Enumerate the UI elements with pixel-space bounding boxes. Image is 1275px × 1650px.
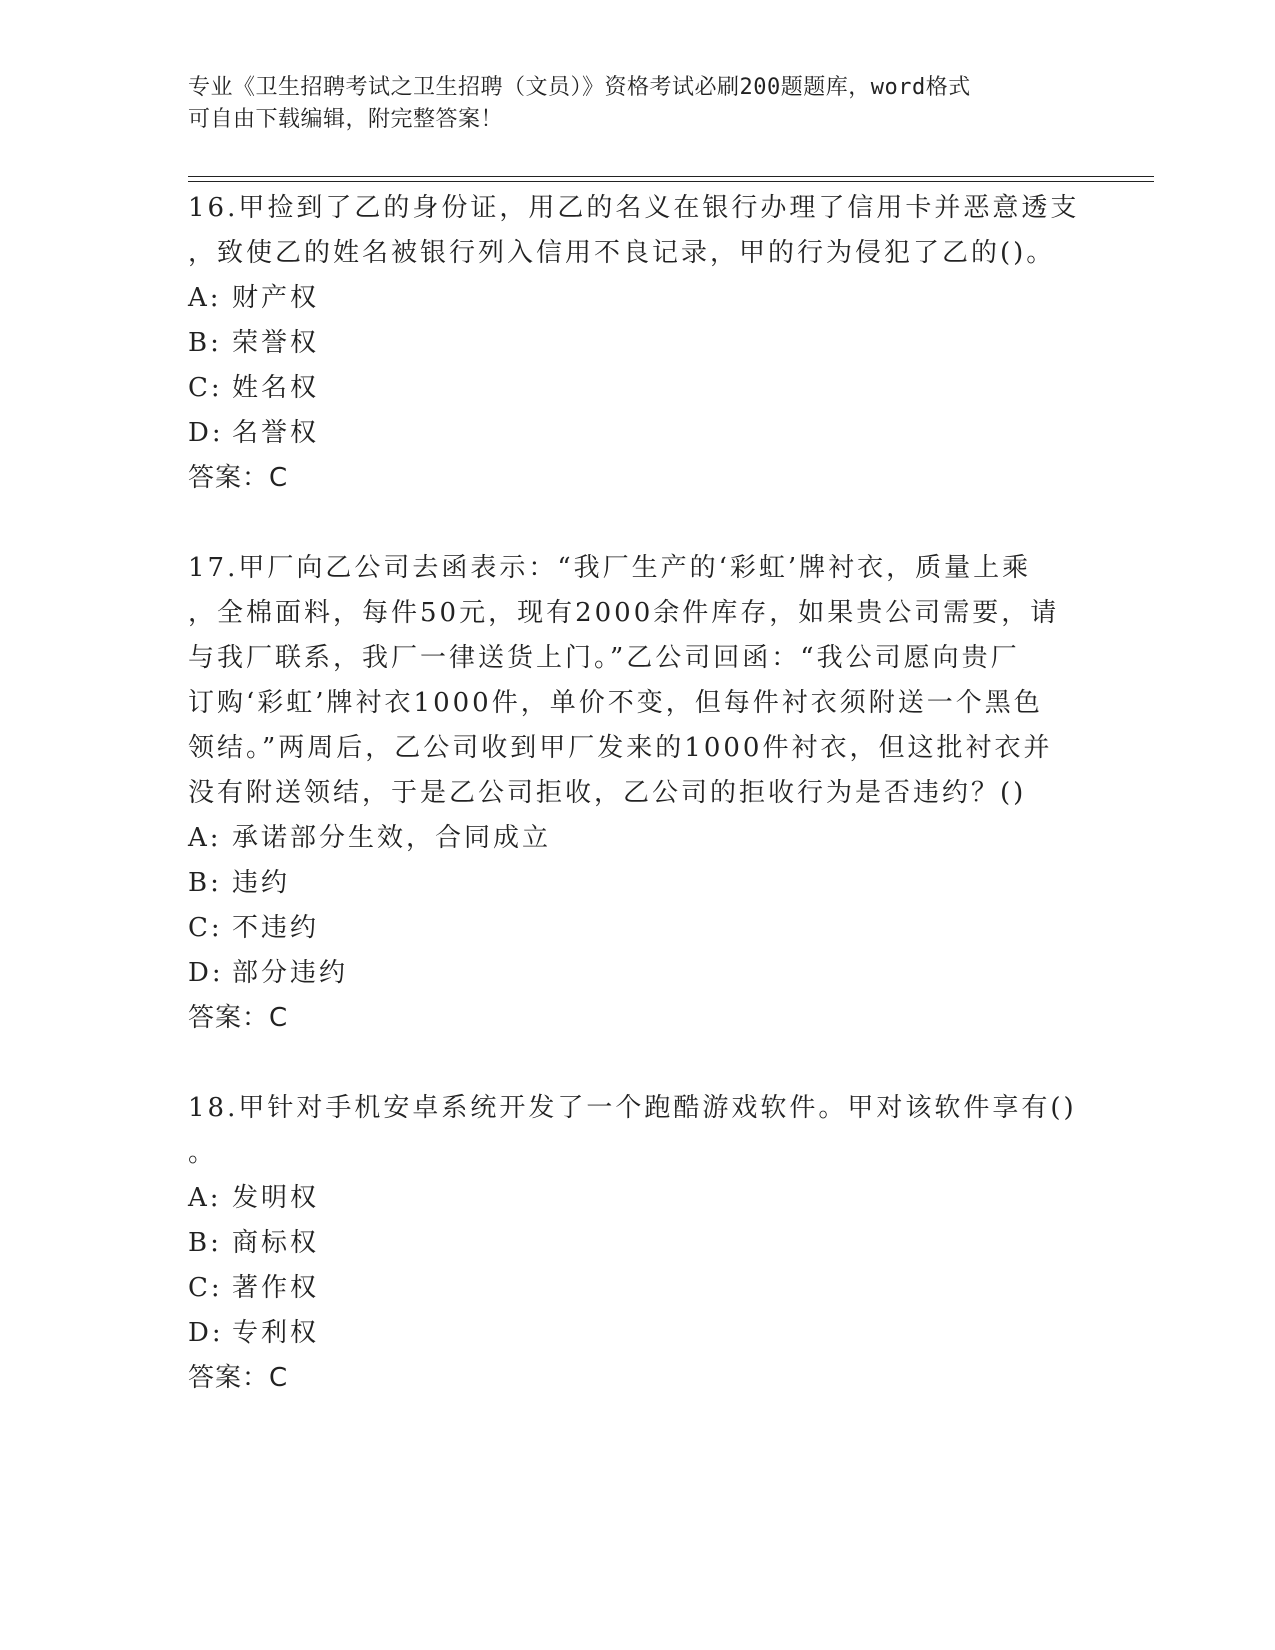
question-17-line-1: 17.甲厂向乙公司去函表示：“我厂生产的‘彩虹’牌衬衣，质量上乘 xyxy=(188,553,1032,583)
option-text: 名誉权 xyxy=(232,418,320,448)
question-17-option-b xyxy=(188,861,1088,906)
question-17-option-c xyxy=(188,906,1088,951)
option-letter: B: xyxy=(188,868,222,898)
option-text: 专利权 xyxy=(232,1318,320,1348)
option-text: 发明权 xyxy=(232,1183,320,1213)
question-16-option-b xyxy=(188,321,1088,366)
option-text: 承诺部分生效，合同成立 xyxy=(232,823,552,853)
option-text: 著作权 xyxy=(232,1273,320,1303)
question-18-line-2: 。 xyxy=(188,1138,218,1168)
header-divider-top xyxy=(188,176,1154,177)
option-letter: A: xyxy=(188,823,222,853)
option-letter: C: xyxy=(188,373,223,403)
question-17-line-2: ，全棉面料，每件50元，现有2000余件库存，如果贵公司需要，请 xyxy=(188,598,1060,628)
header-line-2: 可自由下载编辑，附完整答案！ xyxy=(188,107,504,132)
question-17-line-4: 订购‘彩虹’牌衬衣1000件，单价不变，但每件衬衣须附送一个黑色 xyxy=(188,688,1043,718)
question-16-line-2: ，致使乙的姓名被银行列入信用不良记录，甲的行为侵犯了乙的()。 xyxy=(188,238,1056,268)
question-18-option-b xyxy=(188,1221,1088,1266)
option-text: 违约 xyxy=(232,868,291,898)
option-text: 财产权 xyxy=(232,283,320,313)
question-17-line-3: 与我厂联系，我厂一律送货上门。”乙公司回函：“我公司愿向贵厂 xyxy=(188,643,1020,673)
question-17-option-a xyxy=(188,816,1088,861)
question-16-option-a xyxy=(188,276,1088,321)
option-letter: C: xyxy=(188,1273,223,1303)
question-18-answer: 答案：C xyxy=(188,1363,289,1393)
question-16-answer: 答案：C xyxy=(188,463,289,493)
question-17 xyxy=(188,546,1088,1041)
question-16-option-d xyxy=(188,411,1088,456)
header-line-1: 专业《卫生招聘考试之卫生招聘（文员）》资格考试必刷200题题库，word格式 xyxy=(188,75,971,100)
question-16 xyxy=(188,186,1088,501)
question-17-line-6: 没有附送领结，于是乙公司拒收，乙公司的拒收行为是否违约？() xyxy=(188,778,1027,808)
question-18-option-a xyxy=(188,1176,1088,1221)
question-18-line-1: 18.甲针对手机安卓系统开发了一个跑酷游戏软件。甲对该软件享有() xyxy=(188,1093,1077,1123)
question-17-option-d xyxy=(188,951,1088,996)
option-letter: A: xyxy=(188,1183,222,1213)
option-letter: D: xyxy=(188,958,224,988)
question-spacer xyxy=(188,1041,1088,1086)
option-letter: D: xyxy=(188,418,224,448)
question-list xyxy=(188,186,1088,1401)
option-text: 不违约 xyxy=(232,913,320,943)
option-letter: C: xyxy=(188,913,223,943)
question-16-line-1: 16.甲捡到了乙的身份证，用乙的名义在银行办理了信用卡并恶意透支 xyxy=(188,193,1080,223)
option-text: 商标权 xyxy=(232,1228,320,1258)
option-letter: B: xyxy=(188,328,222,358)
question-17-answer: 答案：C xyxy=(188,1003,289,1033)
document-header xyxy=(188,72,1068,136)
option-letter: B: xyxy=(188,1228,222,1258)
option-text: 部分违约 xyxy=(232,958,349,988)
header-divider-bottom xyxy=(188,181,1154,182)
question-spacer xyxy=(188,501,1088,546)
option-letter: D: xyxy=(188,1318,224,1348)
question-17-line-5: 领结。”两周后，乙公司收到甲厂发来的1000件衬衣，但这批衬衣并 xyxy=(188,733,1053,763)
option-letter: A: xyxy=(188,283,222,313)
question-18 xyxy=(188,1086,1088,1401)
question-18-option-c xyxy=(188,1266,1088,1311)
option-text: 荣誉权 xyxy=(232,328,320,358)
option-text: 姓名权 xyxy=(232,373,320,403)
question-18-option-d xyxy=(188,1311,1088,1356)
question-16-option-c xyxy=(188,366,1088,411)
